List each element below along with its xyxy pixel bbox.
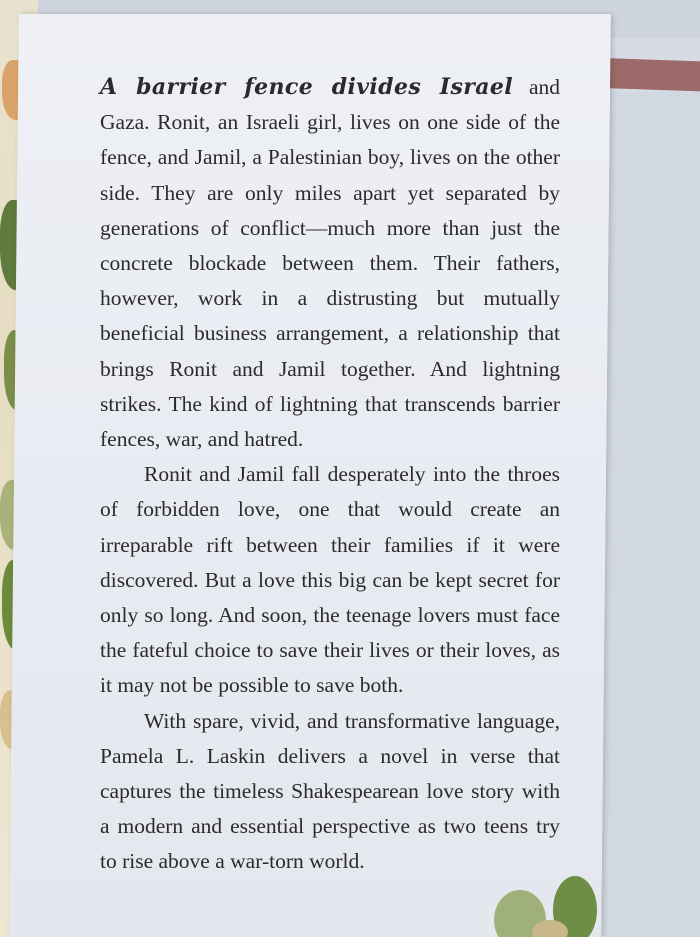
back-cover-band <box>606 58 700 92</box>
paragraph-3: With spare, vivid, and transformative language, Pamela L. Laskin delivers a novel in verse that captures the timeless Shakespearean love story with a modern and essential perspective as two teens try to rise above a war-torn world. <box>100 708 560 874</box>
flap-bottom-illustration <box>480 870 600 937</box>
paragraph-1-text: and Gaza. Ronit, an Israeli girl, lives on one side of the fence, and Jamil, a Palestinian boy, lives on the other side. They are only miles apart yet separated by generations of conflict—much more than just the concrete blockade between them. Their fathers, however, work in a distrusting but mutually beneficial business arrangement, a relationship that brings Ronit and Jamil together. And lightning strikes. The kind of lightning that transcends barrier fences, war, and hatred. <box>100 75 560 452</box>
paragraph-1 <box>100 70 560 457</box>
paragraph-2: Ronit and Jamil fall desperately into the throes of forbidden love, one that would create an irreparable rift between their families if it were discovered. But a love this big can be kept secret for only so long. And soon, the teenage lovers must face the fateful choice to save their lives or their loves, as it may not be possible to save both. <box>100 462 560 698</box>
flap-copy <box>100 70 560 880</box>
lead-in-phrase: A barrier fence divides Israel <box>100 74 514 100</box>
